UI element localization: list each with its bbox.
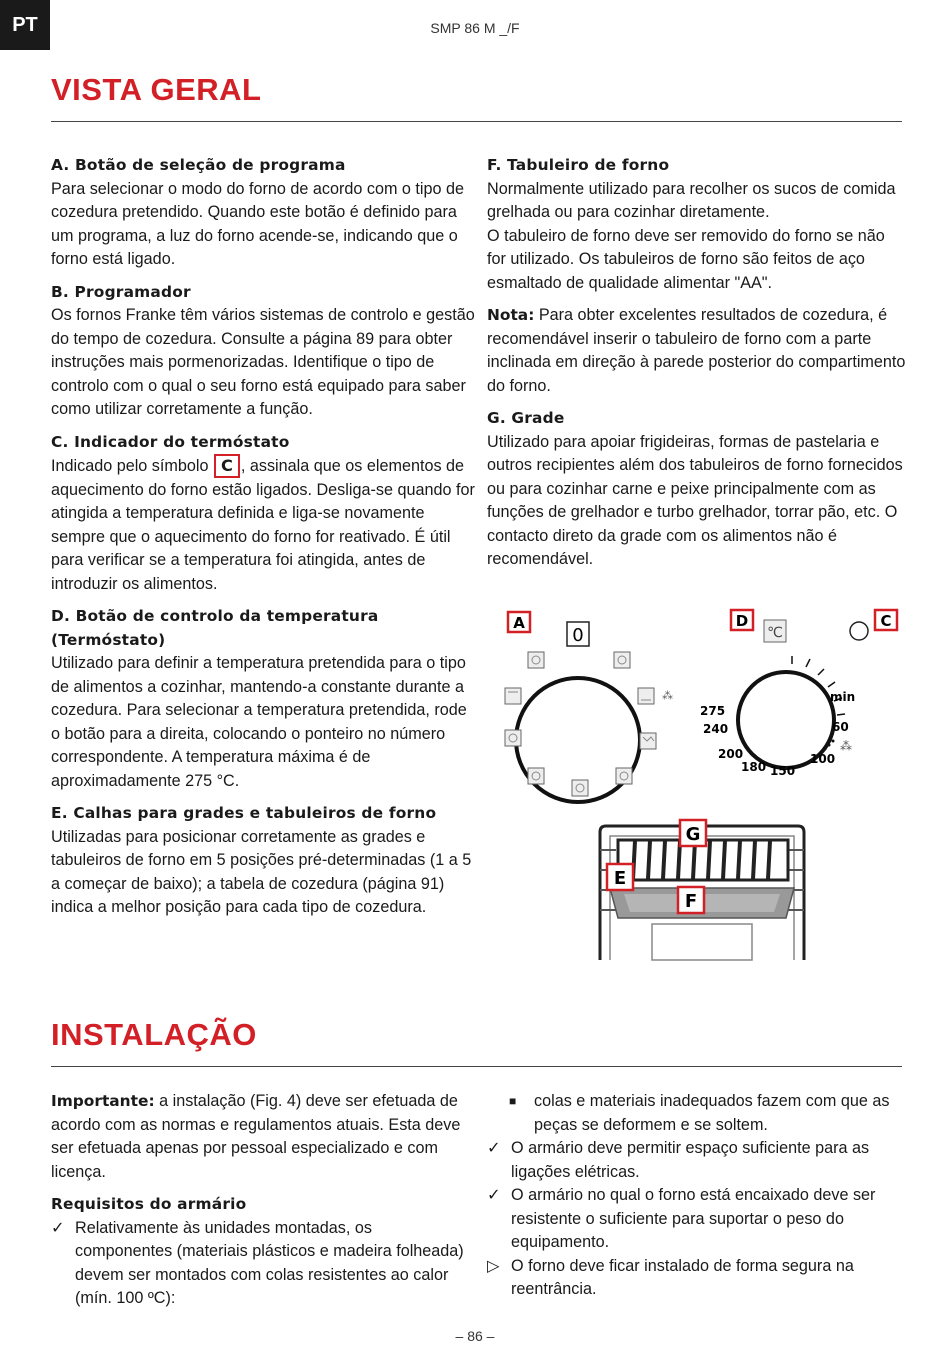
- item-g: [487, 407, 907, 572]
- thermostat-icon-glyph: ℃: [767, 625, 783, 641]
- list-item-text: Relativamente às unidades montadas, os componentes (materiais plásticos e madeira folheada) devem ser montados com colas resistentes ao calor (mín. 100 ºC):: [75, 1218, 464, 1307]
- thermostat-indicator: [850, 610, 897, 640]
- overview-left-column: [51, 154, 476, 929]
- requirements-list-continued: [487, 1090, 907, 1302]
- bottom-heat-icon: [638, 688, 654, 704]
- list-item: [487, 1090, 907, 1137]
- item-e-heading: E. Calhas para grades e tabuleiros de forno: [51, 804, 437, 822]
- clean-icon-d: ⁂: [840, 739, 852, 753]
- list-item: [487, 1184, 907, 1255]
- item-f: [487, 154, 907, 295]
- note-label: Nota:: [487, 306, 535, 324]
- label-e: E: [613, 868, 627, 889]
- item-a-text: Para selecionar o modo do forno de acordo com o tipo de cozedura pretendido. Quando este botão é definido para um programa, a luz do forno acende-se, indicando que o forno está ligado.: [51, 179, 465, 268]
- note: [487, 304, 907, 398]
- item-d: [51, 605, 476, 793]
- item-f-text: Normalmente utilizado para recolher os sucos de comida grelhada ou para cozinhar diretamente.: [487, 179, 896, 221]
- item-c-heading: C. Indicador do termóstato: [51, 432, 290, 451]
- list-item-text: O armário no qual o forno está encaixado deve ser resistente o suficiente para suportar o peso do equipamento.: [511, 1186, 876, 1251]
- oven-back-panel: [652, 924, 752, 960]
- title-rule: [51, 121, 902, 122]
- requirements-list: [51, 1217, 471, 1311]
- temp-mark-150: 150: [770, 764, 796, 778]
- language-tab: PT: [0, 0, 50, 50]
- check-icon: ✓: [487, 1186, 501, 1204]
- item-a-heading: A. Botão de seleção de programa: [51, 156, 346, 174]
- item-c-text-before: Indicado pelo símbolo: [51, 457, 209, 475]
- list-item: [487, 1137, 907, 1184]
- list-item-text: colas e materiais inadequados fazem com que as peças se deformem e se soltem.: [534, 1092, 890, 1134]
- indicator-lamp: [850, 622, 868, 640]
- note-text: Para obter excelentes resultados de cozedura, é recomendável inserir o tabuleiro de forno com a parte inclinada em direção à parede posterior do compartimento do forno.: [487, 306, 906, 395]
- item-a: [51, 154, 476, 272]
- temp-mark-240: 240: [703, 722, 729, 736]
- check-icon: ✓: [487, 1139, 501, 1157]
- temp-mark-200: 200: [718, 747, 744, 761]
- check-icon: ✓: [51, 1218, 65, 1237]
- install-rule: [51, 1066, 902, 1067]
- list-item: [487, 1255, 907, 1302]
- temp-mark-60: 60: [832, 720, 849, 734]
- top-heat-icon: [505, 688, 521, 704]
- fan-icon: [528, 652, 544, 668]
- clean-icon: ⁂: [662, 689, 673, 702]
- oven-interior: [600, 820, 804, 960]
- item-d-heading: D. Botão de controlo da temperatura (Termóstato): [51, 607, 379, 649]
- install-left-column: [51, 1090, 471, 1311]
- item-f-heading: F. Tabuleiro de forno: [487, 156, 670, 174]
- list-item-text: O forno deve ficar instalado de forma segura na reentrância.: [511, 1256, 854, 1298]
- item-e-text: Utilizadas para posicionar corretamente as grades e tabuleiros de forno em 5 posições pré-determinadas (1 a 5 a começar de baixo); a tabela de cozedura (página 91) indica a melhor posição para cada tipo de cozedura.: [51, 827, 472, 916]
- item-b-text: Os fornos Franke têm vários sistemas de controlo e gestão do tempo de cozedura. Consulte a página 89 para obter instruções mais pormenorizadas. Identifique o tipo de controlo com o qual o seu forno está equipado para saber como utilizar corretamente a função.: [51, 306, 475, 418]
- turbo-icon: [572, 780, 588, 796]
- label-g: G: [685, 824, 701, 845]
- section-title-install: INSTALAÇÃO: [51, 1017, 257, 1052]
- program-knob: [505, 612, 673, 802]
- temperature-knob: [700, 610, 855, 778]
- item-f-text2: O tabuleiro de forno deve ser removido do forno se não for utilizado. Os tabuleiros de forno são feitos de aço esmaltado de qualidade alimentar "AA".: [487, 226, 885, 292]
- temp-mark-275: 275: [700, 704, 726, 718]
- item-c: [51, 431, 476, 597]
- overview-right-column: [487, 154, 907, 581]
- list-item-text: O armário deve permitir espaço suficiente para as ligações elétricas.: [511, 1139, 870, 1181]
- item-e: [51, 802, 476, 920]
- triangle-bullet-icon: ▷: [487, 1256, 500, 1275]
- item-g-text: Utilizado para apoiar frigideiras, formas de pastelaria e outros recipientes além dos tabuleiros de forno fornecidos ou para cozinhar carne e peixe principalmente com as funções de grelhador e turbo grelhador, torrar pão, etc. O contacto direto da grade com os alimentos não é recomendável.: [487, 432, 903, 568]
- convection-icon: [528, 768, 544, 784]
- label-f: F: [684, 891, 698, 912]
- light-icon: [614, 652, 630, 668]
- item-b: [51, 281, 476, 422]
- temp-mark-100: 100: [810, 752, 836, 766]
- item-c-text-after: , assinala que os elementos de aquecimento do forno estão ligados. Desliga-se quando for atingida a temperatura definida e liga-se novamente sempre que o aquecimento do forno for reativado. É útil para verificar se a temperatura foi atingida, antes de introduzir os alimentos.: [51, 457, 475, 593]
- section-title-overview: VISTA GERAL: [51, 72, 262, 107]
- temp-mark-180: 180: [741, 760, 767, 774]
- requirements-heading: Requisitos do armário: [51, 1195, 247, 1213]
- important-label: Importante:: [51, 1092, 155, 1110]
- label-d: D: [735, 612, 749, 630]
- item-d-text: Utilizado para definir a temperatura pretendida para o tipo de alimentos a cozinhar, mantendo-a constante durante a cozedura. Para selecionar a temperatura pretendida, rode o botão para a direita, colocando o ponteiro no número correspondente. A temperatura máxima é de aproximadamente 275 °C.: [51, 654, 467, 790]
- label-c: C: [880, 612, 892, 630]
- install-right-column: [487, 1090, 907, 1302]
- square-bullet-icon: ■: [509, 1094, 517, 1108]
- grill-fan-icon: [505, 730, 521, 746]
- list-item: [51, 1217, 471, 1311]
- important-text: a instalação (Fig. 4) deve ser efetuada de acordo com as normas e regulamentos atuais. Esta deve ser efetuada apenas por pessoal especializado e com licença.: [51, 1092, 461, 1181]
- knob-a-zero: 0: [572, 625, 584, 646]
- label-a: A: [513, 614, 525, 632]
- defrost-icon: [616, 768, 632, 784]
- page-number: – 86 –: [455, 1328, 495, 1344]
- oven-controls-figure: [490, 600, 900, 970]
- temp-mark-min: min: [830, 690, 856, 704]
- model-number: SMP 86 M _/F: [430, 20, 520, 36]
- program-icons: [505, 652, 656, 796]
- item-b-heading: B. Programador: [51, 282, 191, 301]
- important-paragraph: [51, 1090, 471, 1184]
- thermostat-symbol: C: [214, 454, 240, 478]
- item-g-heading: G. Grade: [487, 409, 565, 427]
